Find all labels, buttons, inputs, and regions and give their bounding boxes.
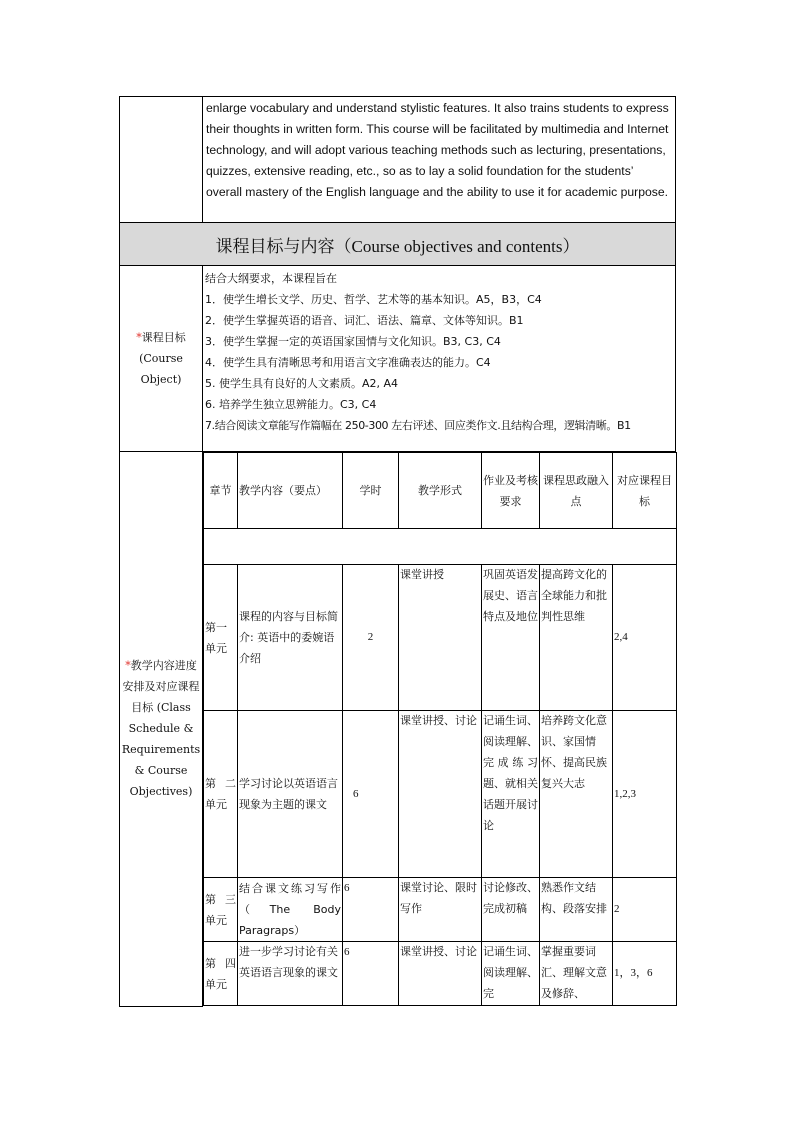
- homework-cell: 记诵生词、阅读理解、完: [482, 942, 540, 1006]
- header-ideology: 课程思政融入点: [540, 453, 613, 529]
- hours-cell: 6: [343, 942, 399, 1006]
- hours-cell: 6: [343, 711, 399, 878]
- schedule-label: [120, 452, 203, 1007]
- intro-left-cell: [120, 97, 203, 223]
- schedule-label-zh: 教学内容进度安排及对应课程目标: [122, 659, 200, 715]
- form-cell: 课堂讲授、讨论: [399, 942, 482, 1006]
- section-title: [120, 223, 676, 266]
- schedule-container: [203, 452, 676, 1007]
- content-cell: 学习讨论以英语语言现象为主题的课文: [238, 711, 343, 878]
- required-star: *: [136, 331, 142, 344]
- form-cell: 课堂讨论、限时写作: [399, 878, 482, 942]
- empty-cell: [204, 529, 677, 565]
- objective-item: 7.结合阅读文章能写作篇幅在 250-300 左右评述、回应类作文.且结构合理，逻辑清晰。B1: [205, 419, 631, 432]
- hours-cell: 2: [343, 565, 399, 711]
- ideology-cell: 提高跨文化的全球能力和批判性思维: [540, 565, 613, 711]
- homework-cell: 巩固英语发展史、语言特点及地位: [482, 565, 540, 711]
- section-title-row: [120, 223, 676, 266]
- ideology-cell: 熟悉作文结构、段落安排: [540, 878, 613, 942]
- objectives-list: [203, 266, 676, 452]
- section-title-zh: 课程目标与内容: [215, 236, 335, 257]
- objectives-cell: 1,2,3: [613, 711, 677, 878]
- content-cell: 进一步学习讨论有关英语语言现象的课文: [238, 942, 343, 1006]
- homework-cell: 记诵生词、阅读理解、完成练习题、就相关话题开展讨论: [482, 711, 540, 878]
- header-homework: 作业及考核要求: [482, 453, 540, 529]
- chapter-cell: 第二单元: [204, 711, 238, 878]
- objective-item: 3．使学生掌握一定的英语国家国情与文化知识。B3, C3, C4: [205, 335, 501, 348]
- content-cell: 结合课文练习写作（The Body Paragraps）: [238, 878, 343, 942]
- ideology-cell: 培养跨文化意识、家国情怀、提高民族复兴大志: [540, 711, 613, 878]
- ideology-cell: 掌握重要词汇、理解文意及修辞、: [540, 942, 613, 1006]
- form-cell: 课堂讲授、讨论: [399, 711, 482, 878]
- objective-item: 1．使学生增长文学、历史、哲学、艺术等的基本知识。A5，B3，C4: [205, 293, 542, 306]
- empty-row: [204, 529, 677, 565]
- table-row: [204, 711, 677, 878]
- intro-row: [120, 97, 676, 223]
- table-row: [204, 565, 677, 711]
- header-content: 教学内容（要点）: [238, 453, 343, 529]
- objectives-label-zh: 课程目标: [141, 331, 186, 344]
- chapter-cell: 第一单元: [204, 565, 238, 711]
- objective-item: 5. 使学生具有良好的人文素质。A2, A4: [205, 377, 399, 390]
- form-cell: 课堂讲授: [399, 565, 482, 711]
- schedule-header-row: [204, 453, 677, 529]
- header-form: 教学形式: [399, 453, 482, 529]
- schedule-table: [203, 452, 677, 1006]
- objectives-cell: 1，3，6: [613, 942, 677, 1006]
- hours-cell: 6: [343, 878, 399, 942]
- objective-item: 4．使学生具有清晰思考和用语言文字准确表达的能力。C4: [205, 356, 491, 369]
- objectives-cell: 2: [613, 878, 677, 942]
- header-hours: 学时: [343, 453, 399, 529]
- objective-item: 6. 培养学生独立思辨能力。C3, C4: [205, 398, 377, 411]
- syllabus-table: [119, 96, 676, 1007]
- table-row: [204, 942, 677, 1006]
- section-title-en: （Course objectives and contents）: [334, 236, 580, 256]
- document-page: [119, 96, 675, 1007]
- course-description: enlarge vocabulary and understand stylistic features. It also trains students to express their thoughts in written form. This course will be facilitated by multimedia and Internet technology, and will adopt various teaching methods such as lecturing, presentations, quizzes, extensive reading, etc., so as to lay a solid foundation for the students’ overall mastery of the English language and the ability to use it for academic purpose.: [203, 97, 676, 223]
- objective-item: 2．使学生掌握英语的语音、词汇、语法、篇章、文体等知识。B1: [205, 314, 524, 327]
- schedule-row: [120, 452, 676, 1007]
- objectives-cell: 2,4: [613, 565, 677, 711]
- objectives-row: [120, 266, 676, 452]
- objective-item: 结合大纲要求，本课程旨在: [205, 272, 337, 285]
- header-chapter: 章节: [204, 453, 238, 529]
- chapter-cell: 第四单元: [204, 942, 238, 1006]
- chapter-cell: 第三单元: [204, 878, 238, 942]
- objectives-label-en: (Course Object): [139, 352, 183, 386]
- required-star: *: [125, 659, 131, 673]
- header-objectives: 对应课程目标: [613, 453, 677, 529]
- table-row: [204, 878, 677, 942]
- objectives-label: [120, 266, 203, 452]
- content-cell: 课程的内容与目标简介: 英语中的委婉语介绍: [238, 565, 343, 711]
- homework-cell: 讨论修改、完成初稿: [482, 878, 540, 942]
- schedule-label-en: (Class Schedule & Requirements & Course Objectives): [121, 701, 201, 799]
